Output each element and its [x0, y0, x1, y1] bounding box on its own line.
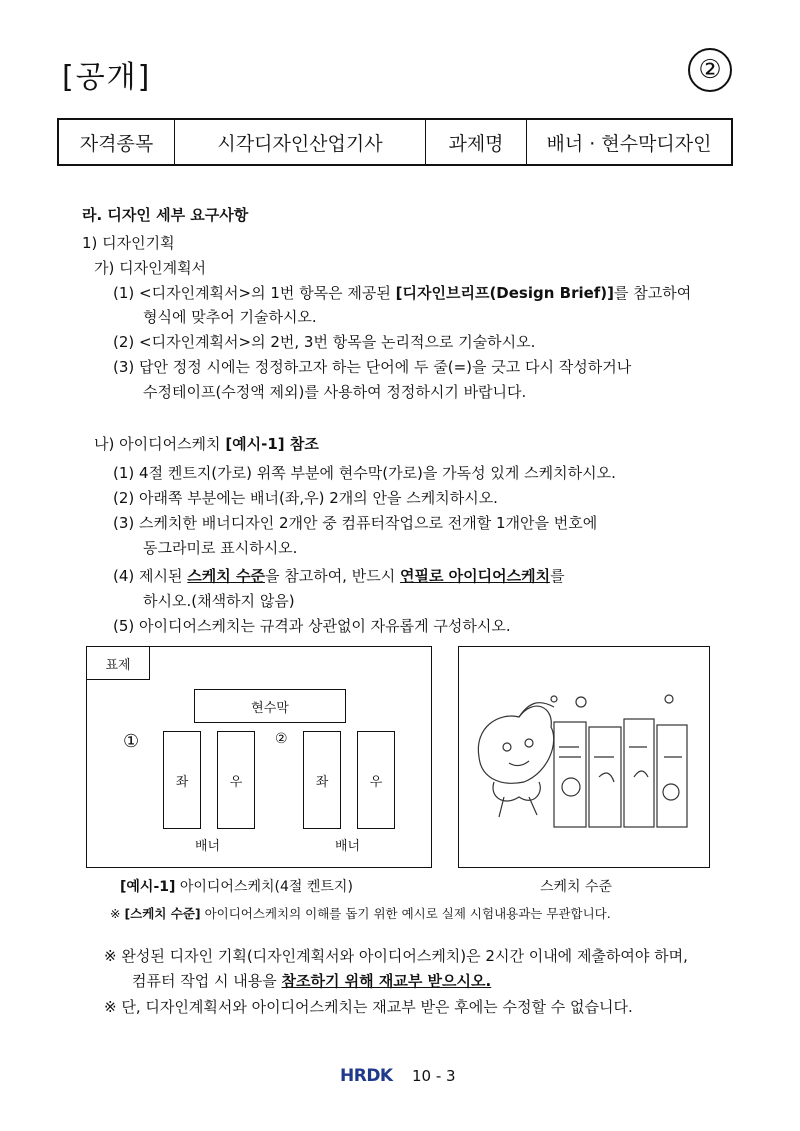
note-text: 완성된 디자인 기획(디자인계획서와 아이디어스케치)은 2시간 이내에 제출하여야 하며, [121, 947, 688, 965]
note-text: 아이디어스케치의 이해를 돕기 위한 예시로 실제 시험내용과는 무관합니다. [200, 906, 611, 921]
item-text: 을 참고하여, 반드시 [264, 567, 400, 585]
item-num: (2) [113, 489, 135, 507]
note-bold: [스케치 수준] [124, 906, 201, 921]
pencil-sketch-illustration [459, 647, 709, 867]
note-mark: ※ [104, 998, 117, 1016]
sketch-note [110, 904, 611, 922]
banner-right-1: 우 [217, 731, 255, 829]
item-num: (5) [113, 617, 135, 635]
item-num: (4) [113, 567, 135, 585]
banner-right-2: 우 [357, 731, 395, 829]
banner-label-2: 배너 [335, 839, 361, 854]
caption-tag: [예시-1] [120, 879, 176, 895]
page-number: 10 - 3 [412, 1067, 456, 1085]
item-num: (3) [113, 514, 135, 532]
exam-info-table [57, 118, 733, 166]
sketch-sample-image [458, 646, 710, 868]
note-submission [104, 946, 688, 966]
cell-category-value: 시각디자인산업기사 [175, 119, 426, 165]
item-a3 [113, 357, 631, 377]
sub-heading-bold: [예시-1] 참조 [225, 435, 319, 453]
cell-task-label: 과제명 [426, 119, 527, 165]
cell-task-value: 배너 · 현수막디자인 [527, 119, 733, 165]
note-submission-cont [132, 971, 491, 991]
item-num: (3) [113, 358, 135, 376]
page-number-circle: ② [688, 48, 732, 92]
caption-left [120, 876, 353, 896]
item-b3 [113, 513, 597, 533]
number-one-mark: ① [123, 731, 140, 752]
item-a1 [113, 283, 691, 303]
note-text: 컴퓨터 작업 시 내용을 [132, 972, 282, 990]
public-label: [공개] [62, 60, 152, 95]
note-no-edit [104, 997, 633, 1017]
item-text: 답안 정정 시에는 정정하고자 하는 단어에 두 줄(=)을 긋고 다시 작성하거나 [139, 358, 632, 376]
item-a2 [113, 332, 535, 352]
sub-heading-text: 나) 아이디어스케치 [94, 435, 226, 453]
caption-text: 아이디어스케치(4절 켄트지) [175, 879, 353, 895]
item-a3-cont: 수정테이프(수정액 제외)를 사용하여 정정하시기 바랍니다. [143, 383, 527, 401]
item-text: <디자인계획서>의 1번 항목은 제공된 [139, 284, 396, 302]
cell-category-label: 자격종목 [58, 119, 175, 165]
sketch-layout-diagram [86, 646, 432, 868]
item-underlined: 스케치 수준 [187, 567, 265, 585]
item-text: 아이디어스케치는 규격과 상관없이 자유롭게 구성하시오. [139, 617, 511, 635]
item-b4-cont: 하시오.(채색하지 않음) [143, 592, 295, 610]
item-b2 [113, 488, 498, 508]
sub-heading-sketch [94, 434, 319, 454]
item-text: 제시된 [139, 567, 188, 585]
item-text: <디자인계획서>의 2번, 3번 항목을 논리적으로 기술하시오. [139, 333, 536, 351]
banner-label-1: 배너 [195, 839, 221, 854]
item-b5 [113, 616, 511, 636]
note-mark: ※ [104, 947, 117, 965]
item-text: 를 [550, 567, 565, 585]
section-title: 라. 디자인 세부 요구사항 [82, 206, 249, 224]
item-b4 [113, 566, 565, 586]
item-b1 [113, 463, 616, 483]
top-banner-box: 현수막 [194, 689, 346, 723]
note-underlined: 참조하기 위해 재교부 받으시오. [281, 972, 492, 990]
item-text: 를 참고하여 [614, 284, 692, 302]
item-num: (1) [113, 284, 135, 302]
banner-left-2: 좌 [303, 731, 341, 829]
hrdk-logo: HRDK [340, 1066, 393, 1086]
title-tag: 표제 [86, 646, 150, 680]
number-two-mark: ② [275, 731, 288, 747]
item-text: 아래쪽 부분에는 배너(좌,우) 2개의 안을 스케치하시오. [139, 489, 498, 507]
banner-left-1: 좌 [163, 731, 201, 829]
item-text: 스케치한 배너디자인 2개안 중 컴퓨터작업으로 전개할 1개안을 번호에 [139, 514, 598, 532]
item-text: 4절 켄트지(가로) 위쪽 부분에 현수막(가로)을 가독성 있게 스케치하시오. [139, 464, 616, 482]
item-num: (2) [113, 333, 135, 351]
note-text: 단, 디자인계획서와 아이디어스케치는 재교부 받은 후에는 수정할 수 없습니다. [121, 998, 633, 1016]
item-a1-cont: 형식에 맞추어 기술하시오. [143, 308, 317, 326]
caption-right: 스케치 수준 [540, 879, 613, 895]
note-mark: ※ [110, 906, 125, 921]
item-underlined: 연필로 아이디어스케치 [399, 567, 551, 585]
item-bold-text: [디자인브리프(Design Brief)] [395, 284, 615, 302]
item-num: (1) [113, 464, 135, 482]
sub-heading-plan-doc: 가) 디자인계획서 [94, 259, 207, 277]
item-b3-cont: 동그라미로 표시하시오. [143, 539, 298, 557]
sub-heading-planning: 1) 디자인기획 [82, 234, 175, 252]
